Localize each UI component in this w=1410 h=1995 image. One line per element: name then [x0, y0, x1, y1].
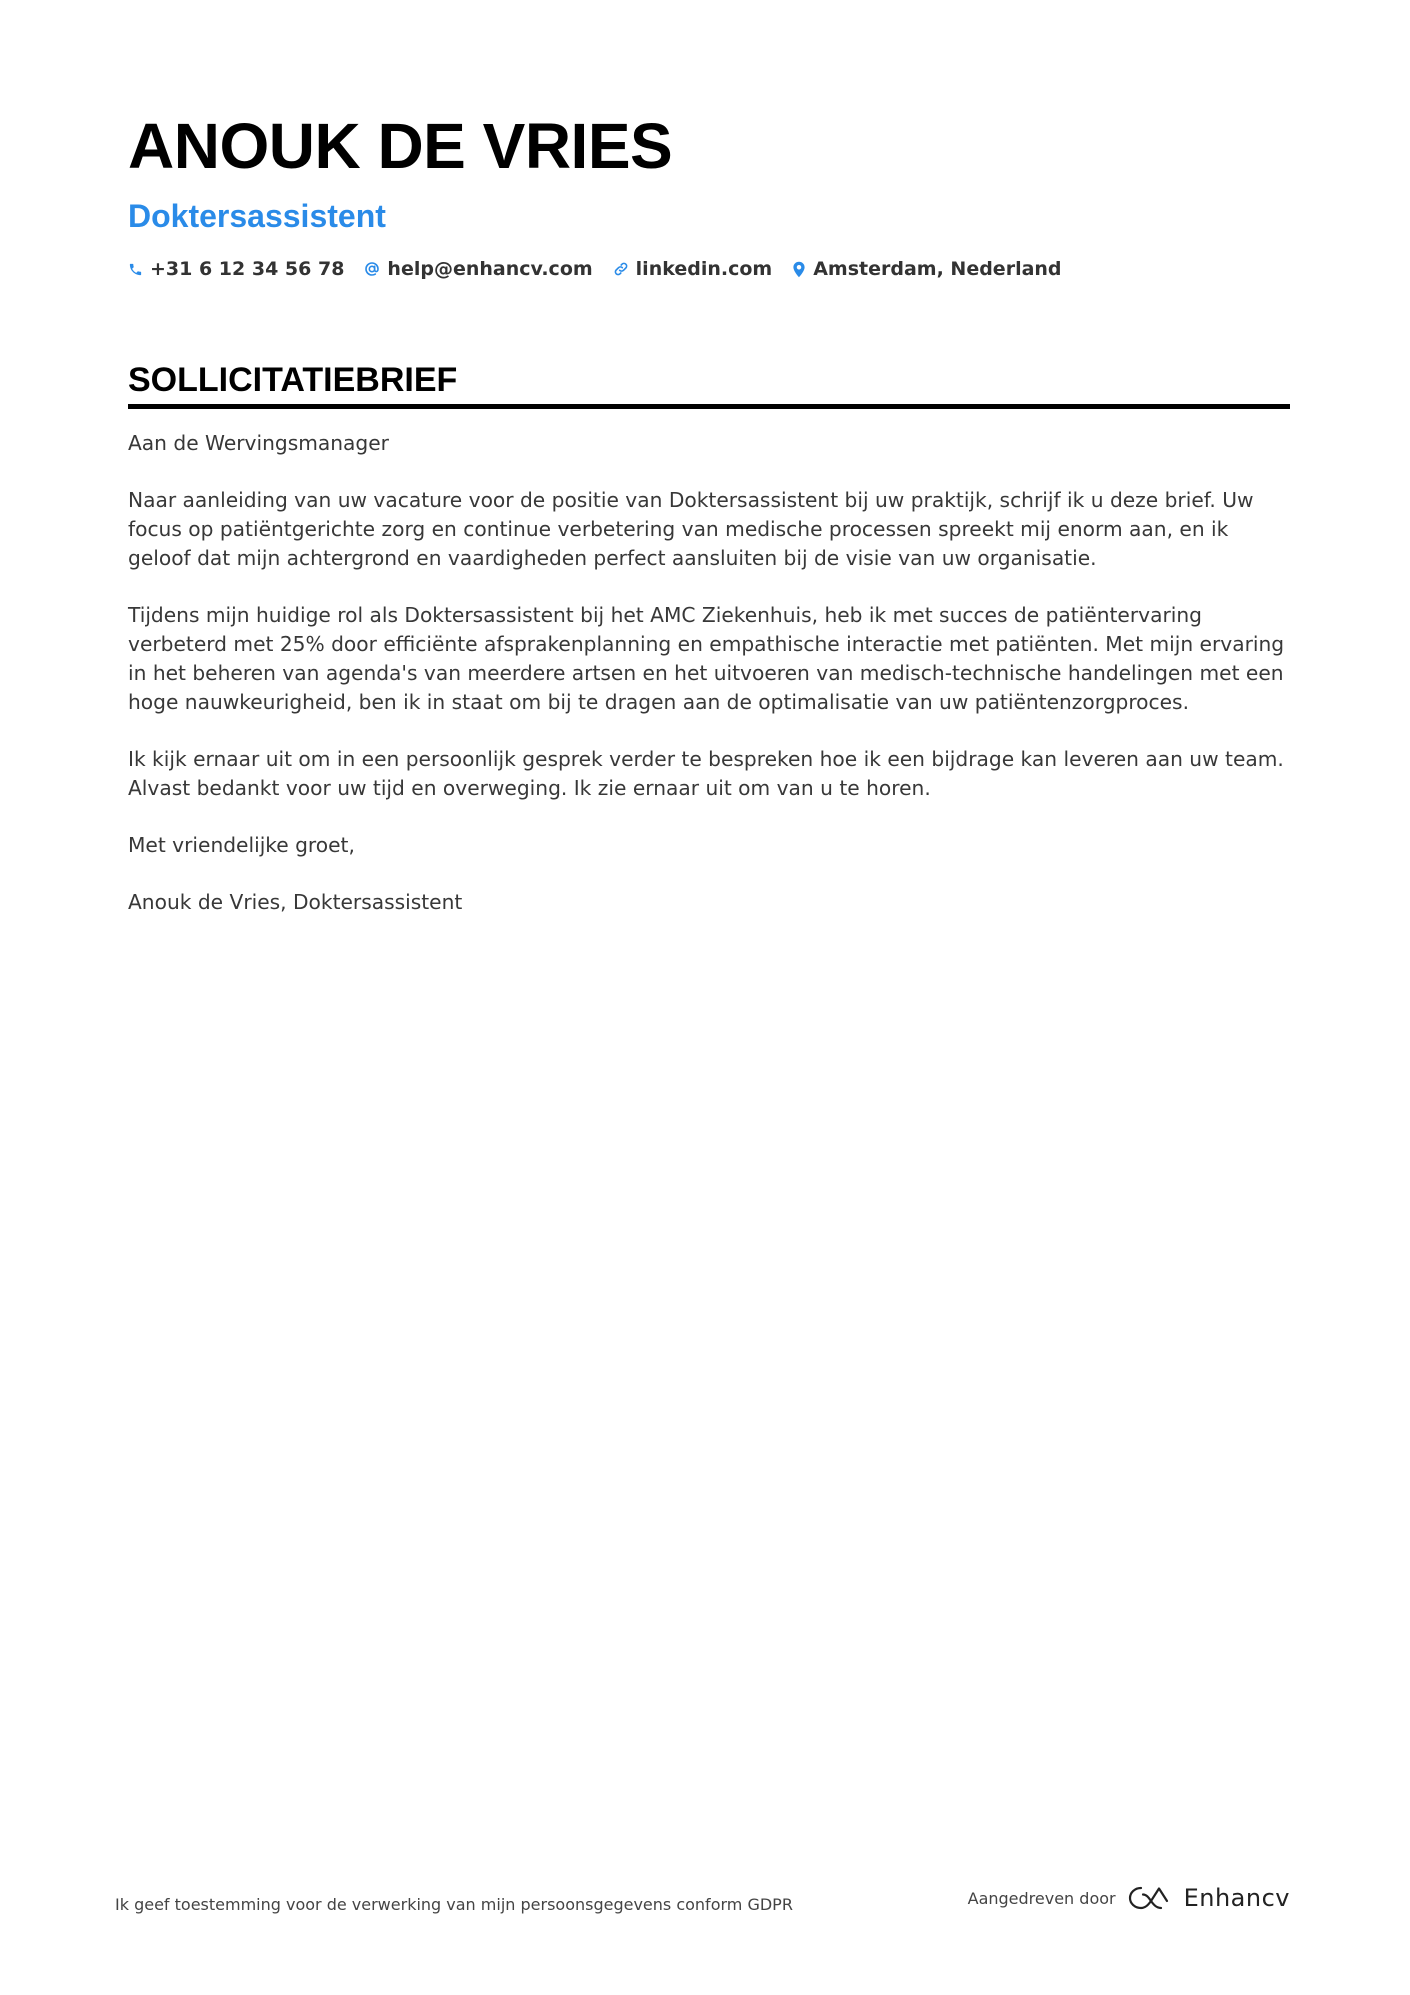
job-title: Doktersassistent [128, 198, 386, 234]
brand-name: Enhancv [1183, 1884, 1290, 1912]
contact-phone [128, 258, 344, 280]
cover-letter [128, 108, 1290, 945]
phone-text: +31 6 12 34 56 78 [150, 258, 345, 280]
contact-email[interactable] [364, 258, 592, 280]
salutation: Aan de Wervingsmanager [128, 431, 389, 455]
contact-location [792, 258, 1061, 280]
candidate-name: ANOUK DE VRIES [128, 110, 673, 182]
letter-paragraph: Ik kijk ernaar uit om in een persoonlijk gesprek verder te bespreken hoe ik een bijdrage kan leveren aan uw team. Alvast bedankt voor uw tijd en overweging. Ik zie ernaar uit om van u te horen. [128, 747, 1284, 800]
closing: Met vriendelijke groet, [128, 833, 355, 857]
powered-by-badge[interactable] [968, 1884, 1290, 1912]
phone-icon [128, 262, 143, 277]
gdpr-note: Ik geef toestemming voor de verwerking van mijn persoonsgegevens conform GDPR [115, 1895, 793, 1914]
location-pin-icon [792, 261, 806, 278]
location-text: Amsterdam, Nederland [813, 258, 1062, 280]
powered-by-text: Aangedreven door [967, 1888, 1116, 1908]
section-title: SOLLICITATIEBRIEF [128, 360, 1290, 409]
enhancv-logo-icon [1128, 1885, 1174, 1911]
signature: Anouk de Vries, Doktersassistent [128, 890, 463, 914]
contact-linkedin[interactable] [613, 258, 773, 280]
at-icon [364, 261, 380, 277]
contact-row [128, 258, 1290, 280]
letter-paragraph: Naar aanleiding van uw vacature voor de positie van Doktersassistent bij uw praktijk, schrijf ik u deze brief. Uw focus op patiëntgerichte zorg en continue verbetering van medische processen spreekt mij enorm aan, en ik geloof dat mijn achtergrond en vaardigheden perfect aansluiten bij de visie van uw organisatie. [128, 488, 1254, 570]
letter-body [128, 429, 1290, 917]
linkedin-text: linkedin.com [635, 258, 773, 280]
link-icon [613, 261, 629, 277]
letter-paragraph: Tijdens mijn huidige rol als Doktersassistent bij het AMC Ziekenhuis, heb ik met succes de patiëntervaring verbeterd met 25% door efficiënte afsprakenplanning en empathische interactie met patiënten. Met mijn ervaring in het beheren van agenda's van meerdere artsen en het uitvoeren van medisch-technische handelingen met een hoge nauwkeurigheid, ben ik in staat om bij te dragen aan de optimalisatie van uw patiëntenzorgproces. [128, 603, 1285, 714]
email-text: help@enhancv.com [387, 258, 593, 280]
